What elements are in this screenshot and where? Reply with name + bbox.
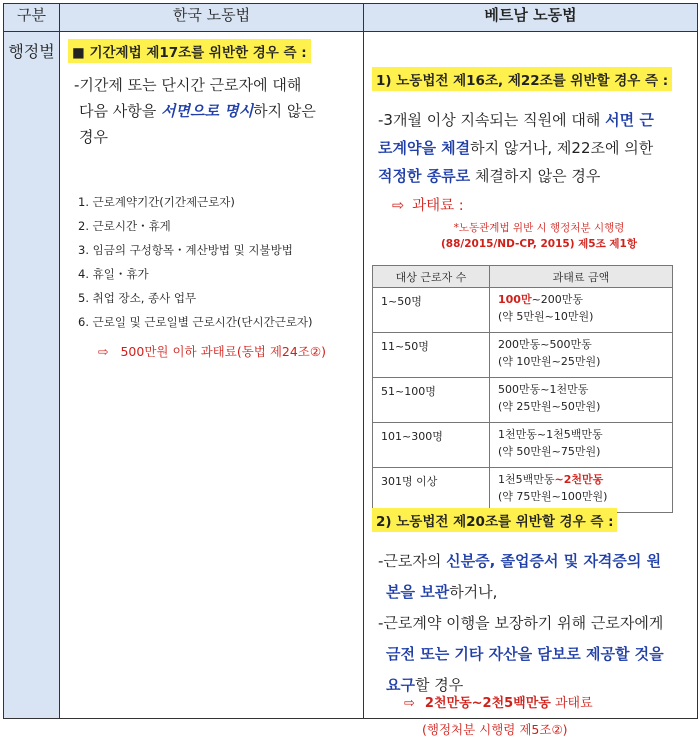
korea-emphasis: 서면으로 명시 bbox=[161, 102, 254, 120]
fine-amount-text: 1천만동~1천5백만동 bbox=[498, 428, 603, 441]
vietnam-emphasis: 요구 bbox=[386, 676, 415, 694]
list-item: 3. 임금의 구성항목・계산방법 및 지불방법 bbox=[78, 243, 293, 257]
vietnam-para-line bbox=[378, 106, 694, 134]
vietnam-text: 체결하지 않은 경우 bbox=[470, 167, 601, 185]
fine-amount-text: ~200만동 bbox=[531, 293, 584, 306]
comparison-table bbox=[3, 3, 698, 737]
fine-group: 1~50명 bbox=[373, 288, 490, 333]
fine-amount-krw: (약 5만원~10만원) bbox=[498, 310, 594, 323]
fine-amount bbox=[490, 333, 673, 378]
korea-para-line bbox=[74, 98, 359, 124]
header-vietnam-labor-law: 베트남 노동법 bbox=[364, 4, 698, 32]
korea-paragraph bbox=[74, 72, 359, 150]
korea-penalty-text: 500만원 이하 과태료(동법 제24조②) bbox=[120, 344, 326, 359]
decree-reference-line: *노동관계법 위반 시 행정처분 시행령 bbox=[453, 222, 625, 234]
fine-amount-highlight: ~2천만동 bbox=[554, 473, 604, 486]
list-item: 1. 근로계약기간(기간제근로자) bbox=[78, 195, 235, 209]
vietnam-paragraph-2 bbox=[378, 546, 696, 701]
fine-amount bbox=[490, 423, 673, 468]
vietnam-para-line bbox=[378, 546, 696, 577]
vietnam-penalty-amount: 2천만동~2천5백만동 bbox=[424, 696, 551, 711]
vietnam-text: 하거나, bbox=[449, 583, 498, 601]
header-category: 구분 bbox=[4, 4, 60, 32]
vietnam-emphasis: 적정한 종류로 bbox=[378, 167, 471, 185]
fine-group: 101~300명 bbox=[373, 423, 490, 468]
body-row bbox=[4, 32, 698, 719]
vietnam-penalty-label: 과태료 bbox=[550, 696, 593, 711]
fine-label bbox=[392, 194, 464, 215]
vietnam-emphasis: 로계약을 체결 bbox=[378, 139, 471, 157]
vietnam-para-line bbox=[378, 134, 694, 162]
vietnam-text: -근로자의 bbox=[378, 552, 447, 570]
vietnam-cell bbox=[364, 32, 698, 737]
vietnam-text: 할 경우 bbox=[414, 676, 464, 694]
korea-heading: ■ 기간제법 제17조를 위반한 경우 즉 : bbox=[68, 39, 311, 63]
table-row bbox=[373, 378, 673, 423]
fine-amount-text: 200만동~500만동 bbox=[498, 338, 592, 351]
fine-amount bbox=[490, 378, 673, 423]
fine-group: 301명 이상 bbox=[373, 468, 490, 513]
decree-reference-line: (88/2015/ND-CP, 2015) 제5조 제1항 bbox=[441, 238, 637, 250]
korea-para-line: -기간제 또는 단시간 근로자에 대해 bbox=[74, 76, 302, 94]
fine-amount-text: 500만동~1천만동 bbox=[498, 383, 589, 396]
table-row bbox=[373, 333, 673, 378]
vietnam-para-line bbox=[378, 162, 694, 190]
vietnam-heading-2: 2) 노동법전 제20조를 위반할 경우 즉 : bbox=[372, 508, 617, 532]
table-row bbox=[373, 288, 673, 333]
header-korea-labor-law: 한국 노동법 bbox=[60, 4, 364, 32]
list-item: 5. 취업 장소, 종사 업무 bbox=[78, 291, 197, 305]
fine-amount-highlight: 100만 bbox=[498, 293, 532, 306]
vietnam-paragraph-1 bbox=[378, 106, 694, 190]
fine-amount bbox=[490, 468, 673, 513]
korea-text: 하지 않은 bbox=[253, 102, 316, 120]
fine-amount-text: 1천5백만동 bbox=[498, 473, 555, 486]
fine-amount-krw: (약 75만원~100만원) bbox=[498, 490, 608, 503]
arrow-right-icon: ⇨ bbox=[392, 198, 405, 214]
list-item: 6. 근로일 및 근로일별 근로시간(단시간근로자) bbox=[78, 315, 313, 329]
category-cell: 행정벌 bbox=[4, 32, 60, 719]
fine-amount bbox=[490, 288, 673, 333]
vietnam-para-line: -근로계약 이행을 보장하기 위해 근로자에게 bbox=[378, 614, 664, 632]
korea-penalty bbox=[98, 342, 326, 360]
arrow-right-icon: ⇨ bbox=[404, 696, 415, 711]
vietnam-para-line bbox=[378, 639, 696, 670]
fine-amount-krw: (약 25만원~50만원) bbox=[498, 400, 601, 413]
korea-cell bbox=[60, 32, 364, 719]
fine-table-header-group: 대상 근로자 수 bbox=[373, 266, 490, 288]
fine-amount-krw: (약 50만원~75만원) bbox=[498, 445, 601, 458]
header-row bbox=[4, 4, 698, 32]
list-item: 2. 근로시간・휴게 bbox=[78, 219, 171, 233]
vietnam-emphasis: 서면 근 bbox=[605, 111, 654, 129]
vietnam-text: 하지 않거나, 제22조에 의한 bbox=[470, 139, 654, 157]
korea-item-list bbox=[78, 192, 363, 336]
korea-para-line: 경우 bbox=[79, 128, 108, 146]
vietnam-heading-1: 1) 노동법전 제16조, 제22조를 위반할 경우 즉 : bbox=[372, 67, 672, 91]
fine-table-header-amount: 과태료 금액 bbox=[490, 266, 673, 288]
decree-reference bbox=[404, 220, 674, 252]
vietnam-emphasis: 금전 또는 기타 자산을 담보로 제공할 것을 bbox=[386, 645, 664, 663]
vietnam-penalty-2 bbox=[404, 692, 593, 711]
korea-text: 다음 사항을 bbox=[79, 102, 161, 120]
vietnam-emphasis: 본을 보관 bbox=[386, 583, 450, 601]
table-row bbox=[373, 423, 673, 468]
fine-table bbox=[372, 265, 673, 513]
fine-amount-krw: (약 10만원~25만원) bbox=[498, 355, 601, 368]
vietnam-para-line bbox=[378, 577, 696, 608]
list-item: 4. 휴일・휴가 bbox=[78, 267, 149, 281]
arrow-right-icon: ⇨ bbox=[98, 344, 109, 359]
fine-label-text: 과태료 : bbox=[412, 198, 464, 214]
vietnam-emphasis: 신분증, 졸업증서 및 자격증의 원 bbox=[446, 552, 662, 570]
table-row bbox=[373, 468, 673, 513]
fine-group: 11~50명 bbox=[373, 333, 490, 378]
fine-table-header bbox=[373, 266, 673, 288]
vietnam-text: -3개월 이상 지속되는 직원에 대해 bbox=[378, 111, 606, 129]
vietnam-penalty-reference: (행정처분 시행령 제5조②) bbox=[422, 722, 568, 737]
fine-group: 51~100명 bbox=[373, 378, 490, 423]
